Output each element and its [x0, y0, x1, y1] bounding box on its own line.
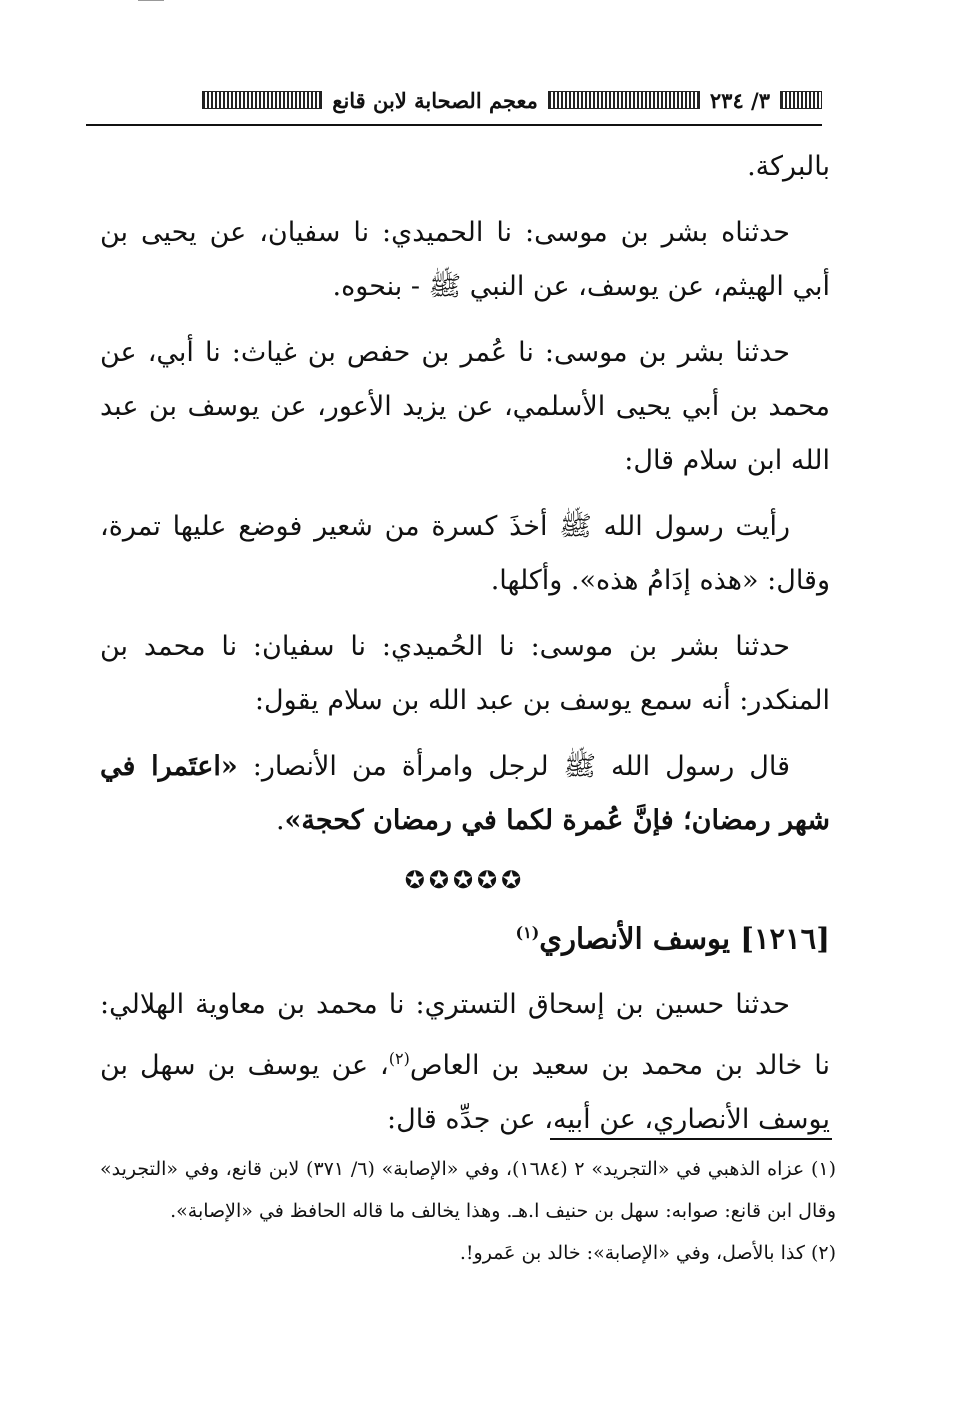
header-ornament-right	[780, 91, 822, 109]
footnotes	[100, 1148, 836, 1274]
footnote-ref: (٢)	[388, 1048, 410, 1068]
margin-mark	[138, 0, 164, 7]
paragraph: حدثنا بشر بن موسى: نا الحُميدي: نا سفيان: نا محمد بن المنكدر: أنه سمع يوسف بن عبد الله بن سلام يقول:	[100, 631, 830, 716]
header-ornament-middle	[548, 91, 700, 109]
footnote: (١) عزاه الذهبي في «التجريد» ٢ (١٦٨٤)، وفي «الإصابة» (٦/ ٣٧١) لابن قانع، وفي «التجريد» وقال ابن قانع: صوابه: سهل بن حنيف ا.هـ. وهذا يخالف ما قاله الحافظ في «الإصابة».	[100, 1158, 836, 1222]
footnote-rule	[550, 1138, 832, 1140]
footnote: (٢) كذا بالأصل، وفي «الإصابة»: خالد بن عَمرو!.	[459, 1242, 836, 1264]
page-number: ٣/ ٢٣٤	[709, 87, 770, 113]
entry-number: [١٢١٦]	[740, 921, 830, 956]
entry-name: يوسف الأنصاري	[539, 921, 731, 956]
hadith-suffix: .	[275, 805, 285, 836]
paragraph: رأيت رسول الله ﷺ أخذَ كسرة من شعير فوضع عليها تمرة، وقال: «هذه إدَامُ هذه». وأكلها.	[100, 511, 830, 596]
paragraph-part: حدثنا حسين بن إسحاق التستري: نا محمد بن معاوية الهلالي: نا خالد بن محمد بن سعيد بن العاص	[100, 988, 830, 1081]
hadith-prefix: قال رسول الله ﷺ لرجل وامرأة من الأنصار:	[237, 751, 790, 782]
section-separator: ✪✪✪✪✪	[404, 866, 526, 894]
paragraph: حدثنا بشر بن موسى: نا عُمر بن حفص بن غياث: نا أبي، عن محمد بن أبي يحيى الأسلمي، عن يزيد الأعور، عن يوسف بن عبد الله ابن سلام قال:	[100, 337, 830, 476]
entry-heading	[100, 906, 830, 966]
hadith-paragraph	[100, 740, 830, 848]
paragraph	[100, 978, 830, 1147]
paragraph: بالبركة.	[747, 151, 830, 182]
running-header	[86, 80, 822, 120]
header-rule	[86, 124, 822, 126]
main-text	[100, 140, 830, 1159]
paragraph: حدثناه بشر بن موسى: نا الحميدي: نا سفيان، عن يحيى بن أبي الهيثم، عن يوسف، عن النبي ﷺ - بنحوه.	[100, 217, 830, 302]
footnote-ref: (١)	[515, 923, 540, 942]
paragraph-part: ، عن يوسف بن سهل بن يوسف الأنصاري، عن أبيه، عن جدِّه قال:	[100, 1049, 830, 1135]
hadith-quote: «اعتَمرا في شهر رمضان؛ فإنَّ عُمرة لكما في رمضان كحجة»	[100, 751, 830, 836]
book-title: معجم الصحابة لابن قانع	[332, 87, 538, 113]
header-ornament-left	[202, 91, 322, 109]
